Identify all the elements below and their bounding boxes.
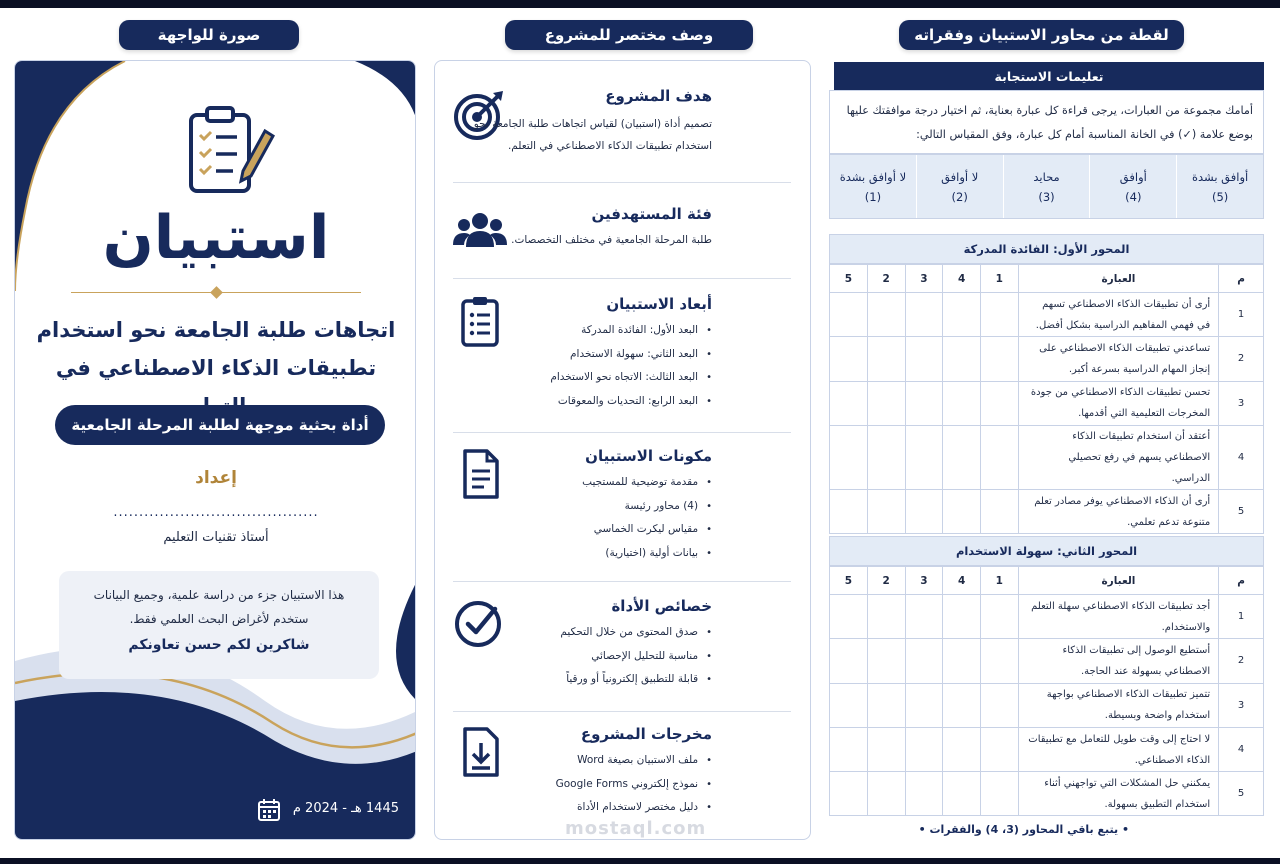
- features-section: [453, 597, 790, 717]
- cover-section-header: صورة للواجهة: [119, 20, 299, 50]
- axis-title: المحور الثاني: سهولة الاستخدام: [829, 536, 1264, 566]
- components-title: مكونات الاستبيان: [585, 447, 712, 465]
- table-row: [830, 772, 1264, 816]
- top-border: [0, 0, 1280, 8]
- answer-cell[interactable]: [980, 489, 1018, 533]
- section-divider: [453, 278, 791, 279]
- answer-cell[interactable]: [830, 337, 868, 381]
- statement-text: أعتقد أن استخدام تطبيقات الذكاء الاصطناعي يسهم في رفع تحصيلي الدراسي.: [1018, 425, 1218, 489]
- col-header: العبارة: [1018, 265, 1218, 293]
- goal-section: [453, 87, 790, 187]
- answer-cell[interactable]: [905, 595, 943, 639]
- answer-cell[interactable]: [867, 337, 905, 381]
- features-list: [462, 621, 712, 692]
- answer-cell[interactable]: [980, 639, 1018, 683]
- scale-option: أوافق بشدة (5): [1176, 155, 1263, 218]
- answer-cell[interactable]: [867, 683, 905, 727]
- col-header: 5: [830, 265, 868, 293]
- answer-cell[interactable]: [867, 293, 905, 337]
- site-watermark: mostaql.com: [565, 818, 707, 839]
- answer-cell[interactable]: [943, 293, 981, 337]
- answer-cell[interactable]: [867, 381, 905, 425]
- components-list: [462, 471, 712, 565]
- statement-text: أرى أن الذكاء الاصطناعي يوفر مصادر تعلم متنوعة تدعم تعلمي.: [1018, 489, 1218, 533]
- statement-text: أجد تطبيقات الذكاء الاصطناعي سهلة التعلم والاستخدام.: [1018, 595, 1218, 639]
- answer-cell[interactable]: [980, 772, 1018, 816]
- instructions-text: أمامك مجموعة من العبارات، يرجى قراءة كل عبارة بعناية، ثم اختيار درجة موافقتك عليها بوضع علامة (✓) في الخانة المناسبة أمام كل عبارة، وفق المقياس التالي:: [829, 90, 1264, 154]
- col-header: 1: [980, 265, 1018, 293]
- row-number: 5: [1219, 489, 1264, 533]
- row-number: 3: [1219, 683, 1264, 727]
- statement-text: يمكنني حل المشكلات التي تواجهني أثناء استخدام التطبيق بسهولة.: [1018, 772, 1218, 816]
- table-row: [830, 425, 1264, 489]
- col-header: 4: [943, 265, 981, 293]
- answer-cell[interactable]: [830, 727, 868, 771]
- answer-cell[interactable]: [867, 772, 905, 816]
- list-item: • مقياس ليكرت الخماسي: [462, 518, 712, 542]
- section-divider: [453, 182, 791, 183]
- clipboard-pencil-icon: [185, 105, 275, 197]
- goal-title: هدف المشروع: [605, 87, 712, 105]
- likert-scale: [829, 154, 1264, 219]
- dimensions-section: [453, 295, 790, 435]
- audience-section: [453, 205, 790, 285]
- answer-cell[interactable]: [867, 489, 905, 533]
- answer-cell[interactable]: [867, 639, 905, 683]
- bottom-border: [0, 858, 1280, 864]
- list-item: • البعد الثالث: الاتجاه نحو الاستخدام: [462, 366, 712, 390]
- scale-option: لا أوافق بشدة (1): [839, 169, 907, 204]
- cover-date: 1445 هـ - 2024 م: [292, 801, 399, 816]
- answer-cell[interactable]: [830, 425, 868, 489]
- answer-cell[interactable]: [867, 727, 905, 771]
- table-row: [830, 683, 1264, 727]
- list-item: • (4) محاور رئيسة: [462, 495, 712, 519]
- answer-cell[interactable]: [980, 595, 1018, 639]
- divider-diamond: [210, 286, 223, 299]
- statement-text: أرى أن تطبيقات الذكاء الاصطناعي تسهم في فهمي المفاهيم الدراسية بشكل أفضل.: [1018, 293, 1218, 337]
- privacy-note: [59, 571, 379, 679]
- row-number: 1: [1219, 595, 1264, 639]
- list-item: • ملف الاستبيان بصيغة Word: [462, 749, 712, 773]
- answer-cell[interactable]: [943, 381, 981, 425]
- items-table: [829, 264, 1264, 534]
- answer-cell[interactable]: [943, 727, 981, 771]
- answer-cell[interactable]: [905, 727, 943, 771]
- axis-2-table: [829, 536, 1264, 816]
- col-header: 2: [867, 265, 905, 293]
- answer-cell[interactable]: [943, 425, 981, 489]
- answer-cell[interactable]: [905, 639, 943, 683]
- table-header-row: [830, 265, 1264, 293]
- col-header: 3: [905, 567, 943, 595]
- col-header: 4: [943, 567, 981, 595]
- list-item: • دليل مختصر لاستخدام الأداة: [462, 796, 712, 820]
- dimensions-list: [462, 319, 712, 413]
- col-header: م: [1219, 567, 1264, 595]
- table-row: [830, 381, 1264, 425]
- answer-cell[interactable]: [905, 425, 943, 489]
- list-item: • مقدمة توضيحية للمستجيب: [462, 471, 712, 495]
- axis-1-table: [829, 234, 1264, 534]
- dimensions-title: أبعاد الاستبيان: [606, 295, 712, 313]
- scale-option: لا أوافق (2): [916, 155, 1003, 218]
- answer-cell[interactable]: [830, 772, 868, 816]
- answer-cell[interactable]: [867, 425, 905, 489]
- statement-text: تحسن تطبيقات الذكاء الاصطناعي من جودة المخرجات التعليمية التي أقدمها.: [1018, 381, 1218, 425]
- prepared-by-label: إعداد: [195, 468, 237, 488]
- answer-cell[interactable]: [830, 293, 868, 337]
- answer-cell[interactable]: [943, 489, 981, 533]
- answer-cell[interactable]: [943, 337, 981, 381]
- goal-body: تصميم أداة (استبيان) لقياس اتجاهات طلبة الجامعة نحو استخدام تطبيقات الذكاء الاصطناعي في التعلم.: [473, 118, 712, 152]
- statement-text: لا احتاج إلى وقت طويل للتعامل مع تطبيقات الذكاء الاصطناعي.: [1018, 727, 1218, 771]
- audience-body: طلبة المرحلة الجامعية في مختلف التخصصات.: [511, 234, 712, 246]
- answer-cell[interactable]: [943, 772, 981, 816]
- table-row: [830, 489, 1264, 533]
- note-line-2: ستخدم لأغراض البحث العلمي فقط.: [129, 612, 309, 626]
- list-item: • قابلة للتطبيق إلكترونياً أو ورقياً: [462, 668, 712, 692]
- thanks-text: شاكرين لكم حسن تعاونكم: [128, 637, 310, 653]
- answer-cell[interactable]: [905, 683, 943, 727]
- col-header: 5: [830, 567, 868, 595]
- author-title: أستاذ تقنيات التعليم: [163, 530, 269, 545]
- statement-text: تتميز تطبيقات الذكاء الاصطناعي بواجهة استخدام واضحة وبسيطة.: [1018, 683, 1218, 727]
- answer-cell[interactable]: [980, 381, 1018, 425]
- table-header-row: [830, 567, 1264, 595]
- items-table: [829, 566, 1264, 816]
- col-header: م: [1219, 265, 1264, 293]
- list-item: • بيانات أولية (اختيارية): [462, 542, 712, 566]
- research-tool-badge: أداة بحثية موجهة لطلبة المرحلة الجامعية: [55, 405, 385, 445]
- features-title: خصائص الأداة: [611, 597, 712, 615]
- cover-preview: [14, 60, 416, 840]
- section-divider: [453, 581, 791, 582]
- cover-subtitle-line-2: تطبيقات الذكاء الاصطناعي في: [55, 356, 377, 380]
- answer-cell[interactable]: [980, 337, 1018, 381]
- calendar-icon: [257, 798, 281, 822]
- statement-text: تساعدني تطبيقات الذكاء الاصطناعي على إنجاز المهام الدراسية بسرعة أكبر.: [1018, 337, 1218, 381]
- table-row: [830, 293, 1264, 337]
- row-number: 2: [1219, 337, 1264, 381]
- answer-cell[interactable]: [980, 727, 1018, 771]
- outputs-title: مخرجات المشروع: [580, 725, 712, 743]
- components-section: [453, 447, 790, 587]
- list-item: • البعد الأول: الفائدة المدركة: [462, 319, 712, 343]
- project-description-panel: [434, 60, 811, 840]
- answer-cell[interactable]: [943, 683, 981, 727]
- axis-title: المحور الأول: الفائدة المدركة: [829, 234, 1264, 264]
- section-divider: [453, 432, 791, 433]
- remaining-axes-note: • يتبع باقي المحاور (3، 4) والفقرات •: [918, 823, 1129, 836]
- section-divider: [453, 711, 791, 712]
- answer-cell[interactable]: [830, 595, 868, 639]
- row-number: 5: [1219, 772, 1264, 816]
- author-dotted-line: ........................................: [113, 505, 319, 520]
- answer-cell[interactable]: [943, 595, 981, 639]
- answer-cell[interactable]: [905, 772, 943, 816]
- table-row: [830, 639, 1264, 683]
- table-row: [830, 337, 1264, 381]
- list-item: • البعد الرابع: التحديات والمعوقات: [462, 390, 712, 414]
- col-header: 3: [905, 265, 943, 293]
- answer-cell[interactable]: [980, 683, 1018, 727]
- answer-cell[interactable]: [830, 683, 868, 727]
- row-number: 3: [1219, 381, 1264, 425]
- list-item: • البعد الثاني: سهولة الاستخدام: [462, 343, 712, 367]
- answer-cell[interactable]: [943, 639, 981, 683]
- note-line-1: هذا الاستبيان جزء من دراسة علمية، وجميع البيانات: [93, 588, 345, 602]
- list-item: • صدق المحتوى من خلال التحكيم: [462, 621, 712, 645]
- row-number: 2: [1219, 639, 1264, 683]
- cover-title: استبيان: [102, 203, 330, 273]
- table-row: [830, 595, 1264, 639]
- description-section-header: وصف مختصر للمشروع: [505, 20, 753, 50]
- answer-cell[interactable]: [830, 489, 868, 533]
- row-number: 4: [1219, 727, 1264, 771]
- scale-option: أوافق (4): [1089, 155, 1176, 218]
- questionnaire-section-header: لقطة من محاور الاستبيان وفقراته: [899, 20, 1184, 50]
- answer-cell[interactable]: [830, 639, 868, 683]
- answer-cell[interactable]: [830, 381, 868, 425]
- list-item: • نموذج إلكتروني Google Forms: [462, 773, 712, 797]
- list-item: • مناسبة للتحليل الإحصائي: [462, 645, 712, 669]
- audience-title: فئة المستهدفين: [591, 205, 712, 223]
- answer-cell[interactable]: [905, 489, 943, 533]
- outputs-list: [462, 749, 712, 820]
- answer-cell[interactable]: [905, 381, 943, 425]
- scale-option: محايد (3): [1003, 155, 1090, 218]
- answer-cell[interactable]: [867, 595, 905, 639]
- table-row: [830, 727, 1264, 771]
- answer-cell[interactable]: [980, 293, 1018, 337]
- row-number: 4: [1219, 425, 1264, 489]
- row-number: 1: [1219, 293, 1264, 337]
- col-header: 1: [980, 567, 1018, 595]
- statement-text: أستطيع الوصول إلى تطبيقات الذكاء الاصطناعي بسهولة عند الحاجة.: [1018, 639, 1218, 683]
- col-header: 2: [867, 567, 905, 595]
- cover-subtitle-line-1: اتجاهات طلبة الجامعة نحو استخدام: [36, 318, 396, 342]
- instructions-title: تعليمات الاستجابة: [834, 62, 1264, 90]
- answer-cell[interactable]: [905, 337, 943, 381]
- col-header: العبارة: [1018, 567, 1218, 595]
- answer-cell[interactable]: [905, 293, 943, 337]
- answer-cell[interactable]: [980, 425, 1018, 489]
